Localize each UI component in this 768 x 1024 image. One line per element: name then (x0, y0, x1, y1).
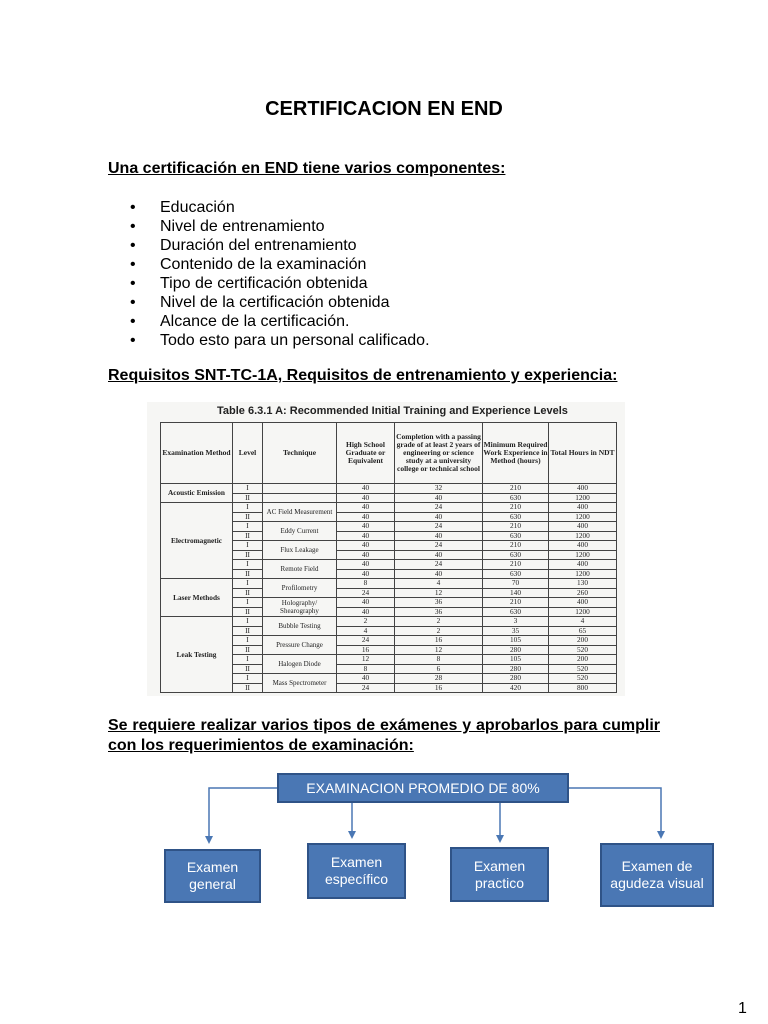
table-cell: 28 (395, 674, 483, 684)
table-cell: 520 (549, 674, 617, 684)
table-cell: 280 (483, 645, 549, 655)
table-cell: II (233, 493, 263, 503)
table-cell: 520 (549, 664, 617, 674)
table-cell: 40 (337, 541, 395, 551)
page-title: CERTIFICACION EN END (265, 98, 503, 120)
table-cell: 40 (337, 522, 395, 532)
table-cell: 210 (483, 522, 549, 532)
flowchart-top-box: EXAMINACION PROMEDIO DE 80% (277, 773, 569, 803)
table-cell: 8 (337, 664, 395, 674)
table-cell: 24 (337, 636, 395, 646)
table-cell: 630 (483, 512, 549, 522)
table-cell: 16 (337, 645, 395, 655)
table-cell: 16 (395, 636, 483, 646)
table-cell: 630 (483, 569, 549, 579)
table-cell: 2 (337, 617, 395, 627)
table-cell: 800 (549, 683, 617, 693)
table-cell: 280 (483, 664, 549, 674)
table-cell: 400 (549, 598, 617, 608)
table-cell: I (233, 560, 263, 570)
table-cell: 140 (483, 588, 549, 598)
table-cell: Profilometry (263, 579, 337, 598)
table-cell: 105 (483, 655, 549, 665)
table-cell: 130 (549, 579, 617, 589)
table-cell: 40 (337, 560, 395, 570)
column-header: Minimum Required Work Experience in Method (hours) (483, 423, 549, 484)
table-cell: 2 (395, 617, 483, 627)
section-heading-components: Una certificación en END tiene varios componentes: (108, 160, 506, 177)
table-cell: 2 (395, 626, 483, 636)
table-cell: 8 (337, 579, 395, 589)
table-cell: 520 (549, 645, 617, 655)
list-item: • Educación (130, 198, 430, 217)
table-cell: I (233, 674, 263, 684)
table-cell: 12 (395, 645, 483, 655)
table-cell: II (233, 664, 263, 674)
flowchart-box-practico: Examen practico (450, 847, 549, 902)
table-cell: 280 (483, 674, 549, 684)
table-cell: 40 (395, 493, 483, 503)
list-item: • Todo esto para un personal calificado. (130, 331, 430, 350)
table-cell: 400 (549, 484, 617, 494)
table-cell: 40 (337, 484, 395, 494)
column-header: Total Hours in NDT (549, 423, 617, 484)
table-cell: 16 (395, 683, 483, 693)
table-cell: 40 (395, 569, 483, 579)
table-cell: 1200 (549, 512, 617, 522)
table-cell: 400 (549, 522, 617, 532)
table-cell: 210 (483, 503, 549, 513)
list-item: • Nivel de entrenamiento (130, 217, 430, 236)
table-cell: II (233, 531, 263, 541)
table-cell: II (233, 683, 263, 693)
table-cell: II (233, 607, 263, 617)
table-cell: 12 (395, 588, 483, 598)
column-header: Completion with a passing grade of at least 2 years of engineering or science study at a university college or technical school (395, 423, 483, 484)
page-number: 1 (738, 1000, 747, 1017)
column-header: Examination Method (161, 423, 233, 484)
table-cell: 420 (483, 683, 549, 693)
table-caption: Table 6.3.1 A: Recommended Initial Training and Experience Levels (217, 405, 568, 417)
table-cell: 630 (483, 531, 549, 541)
column-header: Level (233, 423, 263, 484)
table-cell: 24 (395, 522, 483, 532)
table-cell: 40 (337, 598, 395, 608)
section-heading-exams: Se requiere realizar varios tipos de exámenes y aprobarlos para cumplir con los requerimientos de examinación: (108, 717, 660, 754)
table-cell: 36 (395, 598, 483, 608)
table-cell: Laser Methods (161, 579, 233, 617)
connector-line-left (209, 788, 277, 840)
table-cell: 200 (549, 636, 617, 646)
table-cell: 24 (337, 588, 395, 598)
table-cell: II (233, 626, 263, 636)
table-cell: 630 (483, 550, 549, 560)
table-cell: Leak Testing (161, 617, 233, 693)
table-cell: 3 (483, 617, 549, 627)
table-cell: Halogen Diode (263, 655, 337, 674)
table-cell: 40 (337, 674, 395, 684)
table-cell: Mass Spectrometer (263, 674, 337, 693)
table-cell: 105 (483, 636, 549, 646)
table-cell: I (233, 655, 263, 665)
table-cell: 6 (395, 664, 483, 674)
table-cell: 8 (395, 655, 483, 665)
table-cell: 35 (483, 626, 549, 636)
table-cell: 210 (483, 598, 549, 608)
table-cell: Eddy Current (263, 522, 337, 541)
table-cell: 260 (549, 588, 617, 598)
table-cell: 4 (549, 617, 617, 627)
table-cell: 40 (337, 493, 395, 503)
table-cell: II (233, 569, 263, 579)
table-cell: 40 (395, 512, 483, 522)
table-cell: Bubble Testing (263, 617, 337, 636)
table-cell: 400 (549, 541, 617, 551)
table-cell: 1200 (549, 493, 617, 503)
table-cell: II (233, 550, 263, 560)
table-cell: 40 (395, 550, 483, 560)
table-cell: 12 (337, 655, 395, 665)
table-cell: 4 (337, 626, 395, 636)
table-cell: 40 (337, 607, 395, 617)
table-cell: Holography/ Shearography (263, 598, 337, 617)
list-item: • Nivel de la certificación obtenida (130, 293, 430, 312)
table-cell: I (233, 636, 263, 646)
table-cell: 40 (337, 569, 395, 579)
table-cell: 24 (337, 683, 395, 693)
table-cell: I (233, 484, 263, 494)
table-cell: 24 (395, 503, 483, 513)
table-cell: II (233, 588, 263, 598)
table-cell: 1200 (549, 607, 617, 617)
table-cell: 70 (483, 579, 549, 589)
table-cell: 1200 (549, 550, 617, 560)
table-cell: 32 (395, 484, 483, 494)
table-cell: 40 (337, 503, 395, 513)
table-cell: I (233, 579, 263, 589)
table-cell: 1200 (549, 569, 617, 579)
table-cell: 200 (549, 655, 617, 665)
table-cell: 630 (483, 607, 549, 617)
table-cell: Acoustic Emission (161, 484, 233, 503)
table-cell: I (233, 522, 263, 532)
column-header: High School Graduate or Equivalent (337, 423, 395, 484)
table-cell: I (233, 503, 263, 513)
table-cell: I (233, 617, 263, 627)
list-item: • Tipo de certificación obtenida (130, 274, 430, 293)
table-cell: 40 (395, 531, 483, 541)
table-cell: 24 (395, 541, 483, 551)
table-cell: Remote Field (263, 560, 337, 579)
table-cell: Electromagnetic (161, 503, 233, 579)
table-cell: 24 (395, 560, 483, 570)
table-cell: 40 (337, 531, 395, 541)
table-cell: 210 (483, 560, 549, 570)
table-cell: I (233, 598, 263, 608)
table-cell: II (233, 512, 263, 522)
table-cell: 40 (337, 550, 395, 560)
table-cell: 400 (549, 503, 617, 513)
list-item: • Duración del entrenamiento (130, 236, 430, 255)
table-cell: II (233, 645, 263, 655)
table-cell: 400 (549, 560, 617, 570)
flowchart-box-general: Examen general (164, 849, 261, 903)
table-cell: 36 (395, 607, 483, 617)
table-cell: I (233, 541, 263, 551)
table-cell: 4 (395, 579, 483, 589)
list-item: • Alcance de la certificación. (130, 312, 430, 331)
table-cell: Flux Leakage (263, 541, 337, 560)
column-header: Technique (263, 423, 337, 484)
table-cell: 40 (337, 512, 395, 522)
table-cell: 210 (483, 541, 549, 551)
list-item: • Contenido de la examinación (130, 255, 430, 274)
table-cell: 1200 (549, 531, 617, 541)
table-cell: Pressure Change (263, 636, 337, 655)
table-cell: AC Field Measurement (263, 503, 337, 522)
table-cell: 630 (483, 493, 549, 503)
table-cell: 210 (483, 484, 549, 494)
flowchart-box-especifico: Examen específico (307, 843, 406, 899)
table-cell: 65 (549, 626, 617, 636)
connector-line-right (569, 788, 661, 835)
section-heading-requirements: Requisitos SNT-TC-1A, Requisitos de entrenamiento y experiencia: (108, 367, 618, 384)
flowchart-box-agudeza-visual: Examen de agudeza visual (600, 843, 714, 907)
